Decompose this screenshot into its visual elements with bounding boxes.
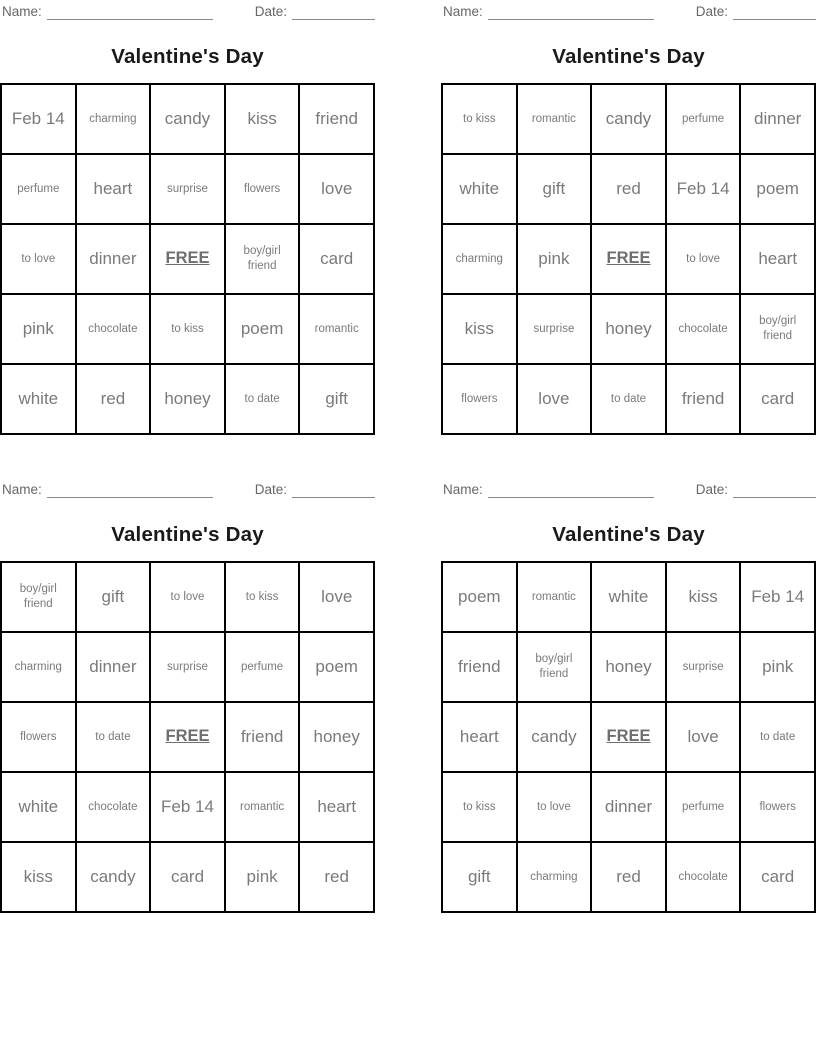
bingo-cell: kiss: [226, 85, 299, 153]
bingo-grid: [441, 561, 816, 913]
free-cell: FREE: [151, 225, 224, 293]
bingo-cell: romantic: [518, 563, 591, 631]
bingo-cell: gift: [443, 843, 516, 911]
bingo-cell: white: [2, 365, 75, 433]
bingo-cell: flowers: [443, 365, 516, 433]
bingo-cell: kiss: [2, 843, 75, 911]
bingo-cell: gift: [518, 155, 591, 223]
bingo-cell: boy/girl friend: [741, 295, 814, 363]
bingo-cell: card: [151, 843, 224, 911]
bingo-cell: friend: [300, 85, 373, 153]
date-fill-line: [292, 5, 375, 20]
bingo-cell: flowers: [741, 773, 814, 841]
bingo-cell: surprise: [518, 295, 591, 363]
bingo-cell: dinner: [741, 85, 814, 153]
name-label: Name:: [2, 4, 42, 19]
bingo-cell: friend: [226, 703, 299, 771]
name-label: Name:: [443, 4, 483, 19]
bingo-grid: [0, 83, 375, 435]
bingo-cell: candy: [518, 703, 591, 771]
bingo-cell: boy/girl friend: [518, 633, 591, 701]
bingo-cell: boy/girl friend: [2, 563, 75, 631]
free-cell: FREE: [592, 225, 665, 293]
name-fill-line: [47, 483, 213, 498]
date-fill-line: [733, 483, 816, 498]
name-label: Name:: [2, 482, 42, 497]
bingo-cell: dinner: [77, 225, 150, 293]
bingo-cell: poem: [226, 295, 299, 363]
bingo-cell: candy: [592, 85, 665, 153]
bingo-cell: perfume: [667, 773, 740, 841]
bingo-cell: surprise: [151, 155, 224, 223]
bingo-cell: to date: [226, 365, 299, 433]
date-fill-line: [733, 5, 816, 20]
bingo-cell: red: [592, 155, 665, 223]
bingo-cell: romantic: [226, 773, 299, 841]
bingo-cell: honey: [592, 295, 665, 363]
bingo-cell: to love: [151, 563, 224, 631]
bingo-cell: perfume: [2, 155, 75, 223]
bingo-cell: candy: [77, 843, 150, 911]
bingo-cell: charming: [77, 85, 150, 153]
bingo-cell: to date: [77, 703, 150, 771]
bingo-cell: charming: [518, 843, 591, 911]
bingo-cell: love: [300, 563, 373, 631]
bingo-cell: charming: [2, 633, 75, 701]
bingo-cell: romantic: [518, 85, 591, 153]
bingo-cell: to kiss: [151, 295, 224, 363]
name-label: Name:: [443, 482, 483, 497]
bingo-cell: flowers: [226, 155, 299, 223]
bingo-cell: pink: [518, 225, 591, 293]
bingo-cell: dinner: [77, 633, 150, 701]
bingo-cell: candy: [151, 85, 224, 153]
bingo-cell: kiss: [443, 295, 516, 363]
bingo-cell: gift: [77, 563, 150, 631]
bingo-cell: pink: [741, 633, 814, 701]
date-label: Date:: [254, 482, 288, 497]
bingo-cell: perfume: [226, 633, 299, 701]
bingo-cell: white: [592, 563, 665, 631]
bingo-cell: honey: [300, 703, 373, 771]
bingo-cell: heart: [77, 155, 150, 223]
bingo-cell: to love: [2, 225, 75, 293]
bingo-cell: dinner: [592, 773, 665, 841]
bingo-cell: card: [300, 225, 373, 293]
bingo-cell: kiss: [667, 563, 740, 631]
bingo-grid: [0, 561, 375, 913]
bingo-cell: pink: [226, 843, 299, 911]
card-title: Valentine's Day: [111, 45, 264, 68]
bingo-cell: to kiss: [226, 563, 299, 631]
bingo-cell: surprise: [151, 633, 224, 701]
date-fill-line: [292, 483, 375, 498]
bingo-cell: red: [77, 365, 150, 433]
bingo-cell: chocolate: [77, 773, 150, 841]
bingo-cell: white: [443, 155, 516, 223]
bingo-card: [0, 0, 375, 435]
bingo-cell: Feb 14: [2, 85, 75, 153]
bingo-cell: friend: [667, 365, 740, 433]
card-title: Valentine's Day: [552, 523, 705, 546]
bingo-cell: to kiss: [443, 85, 516, 153]
bingo-cell: poem: [443, 563, 516, 631]
bingo-cell: to date: [741, 703, 814, 771]
card-title: Valentine's Day: [552, 45, 705, 68]
bingo-cell: surprise: [667, 633, 740, 701]
date-label: Date:: [695, 4, 729, 19]
name-fill-line: [47, 5, 213, 20]
name-fill-line: [488, 483, 654, 498]
bingo-cell: Feb 14: [151, 773, 224, 841]
card-header: [443, 482, 816, 498]
bingo-cell: to date: [592, 365, 665, 433]
bingo-cell: to love: [518, 773, 591, 841]
bingo-cell: to love: [667, 225, 740, 293]
bingo-cell: red: [300, 843, 373, 911]
bingo-cell: poem: [300, 633, 373, 701]
bingo-cell: chocolate: [667, 843, 740, 911]
bingo-card: [441, 478, 816, 913]
bingo-cell: Feb 14: [741, 563, 814, 631]
bingo-cell: honey: [592, 633, 665, 701]
card-header: [2, 4, 375, 20]
bingo-cell: love: [300, 155, 373, 223]
bingo-cell: poem: [741, 155, 814, 223]
bingo-cell: chocolate: [667, 295, 740, 363]
card-header: [2, 482, 375, 498]
bingo-cell: perfume: [667, 85, 740, 153]
bingo-cell: to kiss: [443, 773, 516, 841]
date-label: Date:: [254, 4, 288, 19]
free-cell: FREE: [151, 703, 224, 771]
card-header: [443, 4, 816, 20]
bingo-cell: romantic: [300, 295, 373, 363]
bingo-cell: chocolate: [77, 295, 150, 363]
bingo-cell: heart: [300, 773, 373, 841]
bingo-cell: charming: [443, 225, 516, 293]
bingo-cell: heart: [741, 225, 814, 293]
bingo-cell: heart: [443, 703, 516, 771]
bingo-cell: card: [741, 365, 814, 433]
bingo-cell: friend: [443, 633, 516, 701]
bingo-cell: red: [592, 843, 665, 911]
bingo-cell: love: [518, 365, 591, 433]
bingo-cell: gift: [300, 365, 373, 433]
date-label: Date:: [695, 482, 729, 497]
bingo-cell: pink: [2, 295, 75, 363]
name-fill-line: [488, 5, 654, 20]
bingo-cell: honey: [151, 365, 224, 433]
bingo-cell: card: [741, 843, 814, 911]
bingo-cell: flowers: [2, 703, 75, 771]
bingo-cell: white: [2, 773, 75, 841]
free-cell: FREE: [592, 703, 665, 771]
bingo-grid: [441, 83, 816, 435]
bingo-cell: love: [667, 703, 740, 771]
bingo-cell: boy/girl friend: [226, 225, 299, 293]
bingo-card: [441, 0, 816, 435]
bingo-cell: Feb 14: [667, 155, 740, 223]
bingo-card: [0, 478, 375, 913]
card-title: Valentine's Day: [111, 523, 264, 546]
